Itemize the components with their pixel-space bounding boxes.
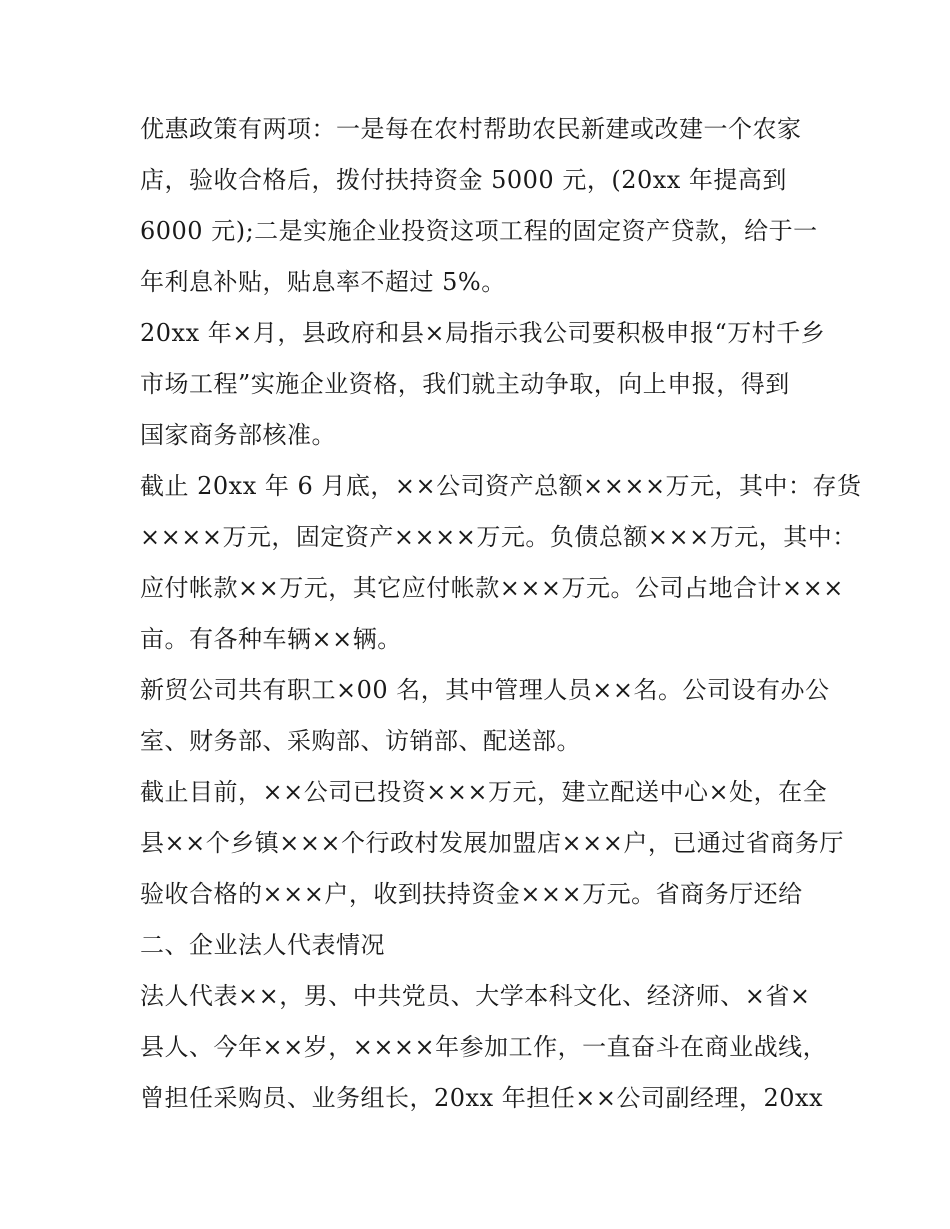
text-line: 应付帐款××万元，其它应付帐款×××万元。公司占地合计××× [140, 574, 844, 602]
text-line: 6000 元);二是实施企业投资这项工程的固定资产贷款，给于一 [140, 217, 818, 245]
text-line: 市场工程”实施企业资格，我们就主动争取，向上申报，得到 [140, 370, 790, 398]
text-line: ××××万元，固定资产××××万元。负债总额×××万元，其中： [140, 523, 857, 551]
text-line: 县××个乡镇×××个行政村发展加盟店×××户，已通过省商务厅 [140, 829, 844, 857]
text-line: 验收合格的×××户，收到扶持资金×××万元。省商务厅还给 [140, 880, 803, 908]
text-line: 截止目前，××公司已投资×××万元，建立配送中心×处，在全 [140, 778, 828, 806]
text-line: 优惠政策有两项：一是每在农村帮助农民新建或改建一个农家 [140, 115, 802, 143]
section-heading: 二、企业法人代表情况 [140, 931, 385, 959]
text-line: 店，验收合格后，拨付扶持资金 5000 元，(20xx 年提高到 [140, 166, 787, 194]
text-line: 国家商务部核准。 [140, 421, 336, 449]
text-line: 20xx 年×月，县政府和县×局指示我公司要积极申报“万村千乡 [140, 319, 826, 347]
document-body [140, 104, 862, 1124]
text-line: 法人代表××，男、中共党员、大学本科文化、经济师、×省× [140, 982, 811, 1010]
text-line: 曾担任采购员、业务组长，20xx 年担任××公司副经理，20xx [140, 1084, 824, 1112]
text-line: 年利息补贴，贴息率不超过 5%。 [140, 268, 506, 296]
text-line: 室、财务部、采购部、访销部、配送部。 [140, 727, 581, 755]
text-line: 县人、今年××岁，××××年参加工作，一直奋斗在商业战线， [140, 1033, 828, 1061]
text-line: 截止 20xx 年 6 月底，××公司资产总额××××万元，其中：存货 [140, 472, 862, 500]
text-line: 亩。有各种车辆××辆。 [140, 625, 402, 653]
text-line: 新贸公司共有职工×00 名，其中管理人员××名。公司设有办公 [140, 676, 830, 704]
